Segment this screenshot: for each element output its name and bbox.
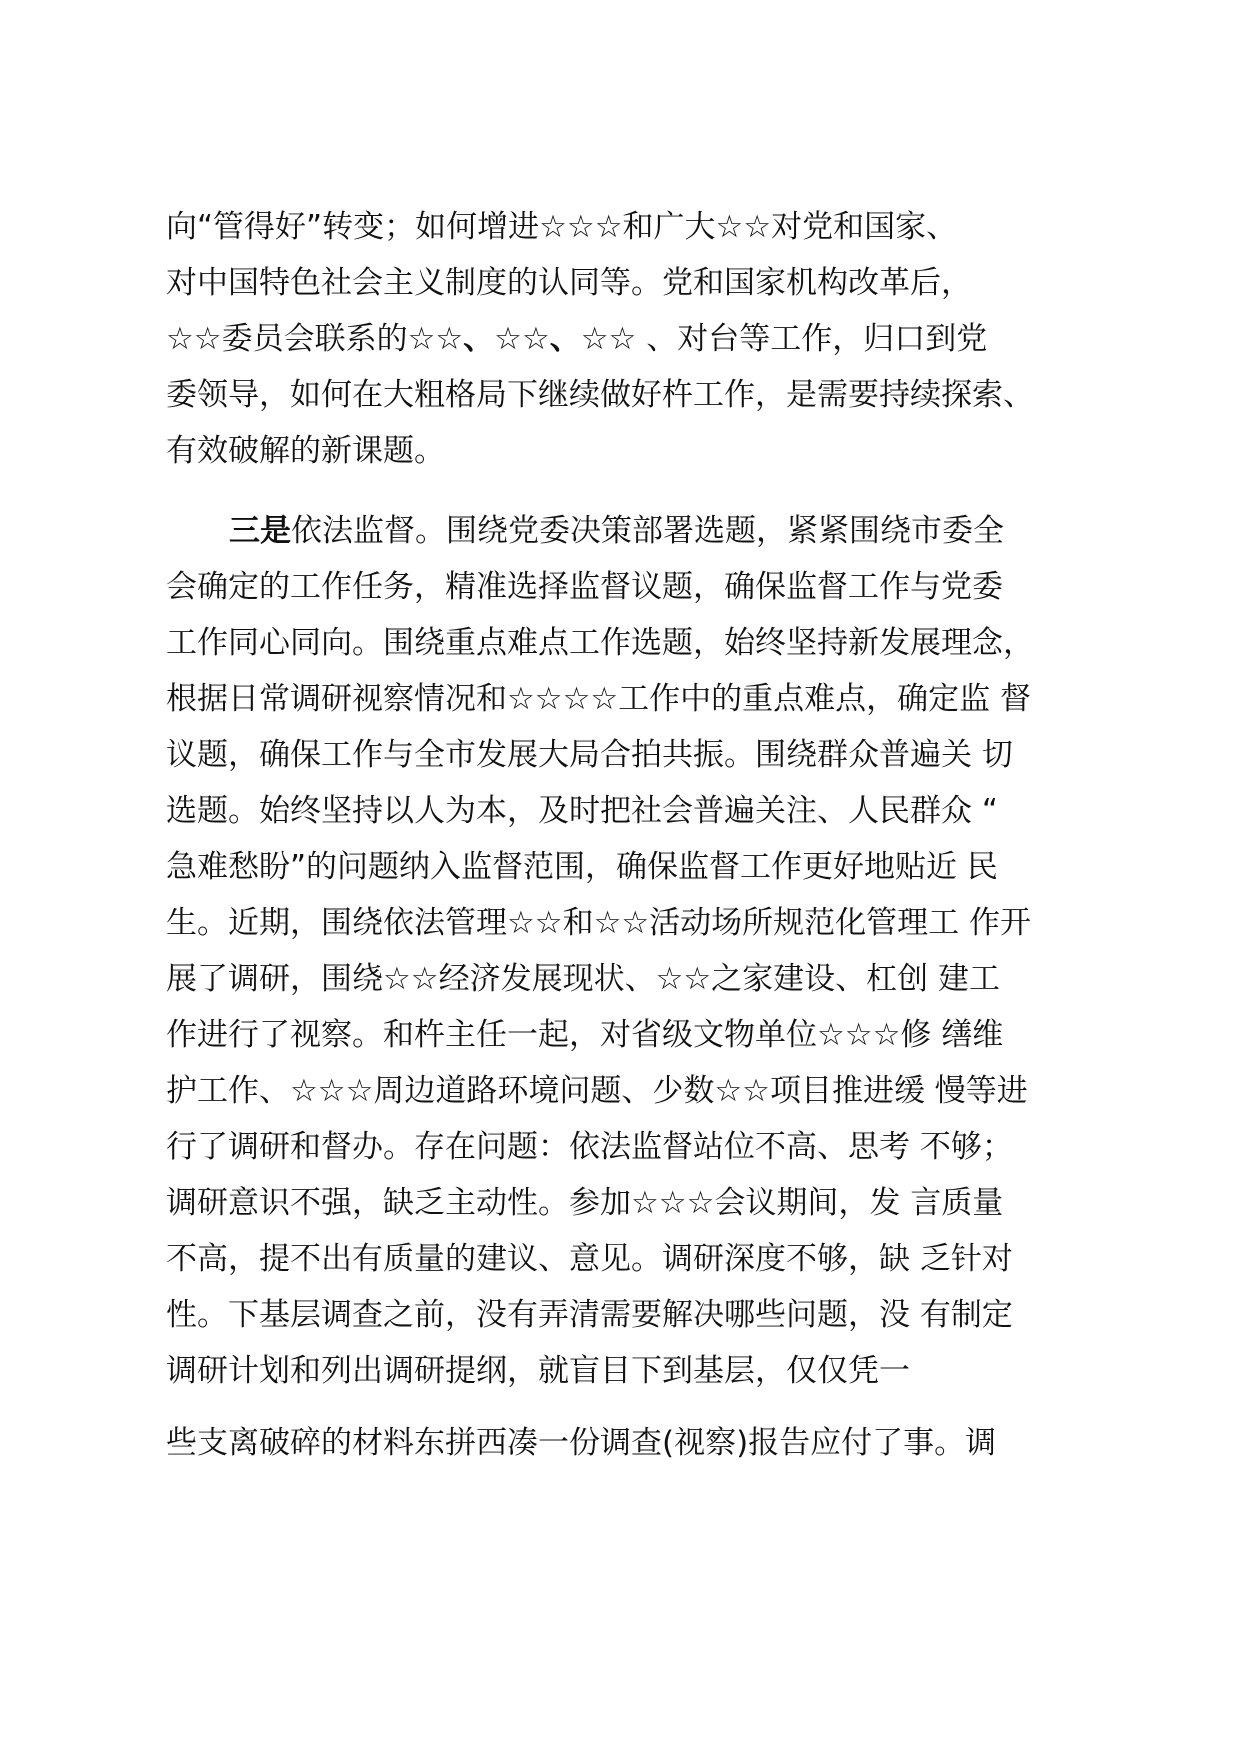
text-line-19: 不高，提不出有质量的建议、意见。调研深度不够，缺 乏针对 — [166, 1241, 1013, 1277]
text-line-5: 有效破解的新课题。 — [166, 433, 445, 469]
text-line-20: 性。下基层调查之前，没有弄清需要解决哪些问题，没 有制定 — [166, 1297, 1013, 1333]
text-line-8: 工作同心同向。围绕重点难点工作选题，始终坚持新发展理念， — [166, 625, 1034, 661]
text-line-2: 对中国特色社会主义制度的认同等。党和国家机构改革后， — [166, 265, 972, 301]
text-line-18: 调研意识不强，缺乏主动性。参加☆☆☆会议期间，发 言质量 — [166, 1185, 1004, 1221]
text-line-9: 根据日常调研视察情况和☆☆☆☆工作中的重点难点，确定监 督 — [166, 681, 1032, 717]
bold-stars: ☆☆、☆☆、☆☆ — [407, 321, 637, 357]
text-line-11: 选题。始终坚持以人为本，及时把社会普遍关注、人民群众 “ — [166, 793, 998, 829]
text-line-4: 委领导，如何在大粗格局下继续做好杵工作，是需要持续探索、 — [166, 377, 1034, 413]
text-line-10: 议题，确保工作与全市发展大局合拍共振。围绕群众普遍关 切 — [166, 737, 1013, 773]
text-line-6: 三是依法监督。围绕党委决策部署选题，紧紧围绕市委全 — [229, 513, 1004, 549]
text-line-13: 生。近期，围绕依法管理☆☆和☆☆活动场所规范化管理工 作开 — [166, 905, 1032, 941]
text-line-1: 向“管得好”转变；如何增进☆☆☆和广大☆☆对党和国家、 — [166, 209, 958, 245]
text-line-15: 作进行了视察。和杵主任一起，对省级文物单位☆☆☆修 缮维 — [166, 1017, 1004, 1053]
text-line-3: ☆☆委员会联系的☆☆、☆☆、☆☆ 、对台等工作，归口到党 — [166, 321, 988, 357]
text-line-14: 展了调研，围绕☆☆经济发展现状、☆☆之家建设、杠创 建工 — [166, 961, 1001, 997]
section-heading-label: 三是 — [229, 513, 291, 549]
text-line-12: 急难愁盼”的问题纳入监督范围，确保监督工作更好地贴近 民 — [166, 849, 998, 885]
text-line-22: 些支离破碎的材料东拼西凑一份调查(视察)报告应付了事。调 — [166, 1425, 997, 1461]
text-line-21: 调研计划和列出调研提纲，就盲目下到基层，仅仅凭一 — [166, 1353, 910, 1389]
text-line-7: 会确定的工作任务，精准选择监督议题，确保监督工作与党委 — [166, 569, 1003, 605]
text-line-17: 行了调研和督办。存在问题：依法监督站位不高、思考 不够； — [166, 1129, 1013, 1165]
text-line-16: 护工作、☆☆☆周边道路环境问题、少数☆☆项目推进缓 慢等进 — [166, 1073, 1028, 1109]
